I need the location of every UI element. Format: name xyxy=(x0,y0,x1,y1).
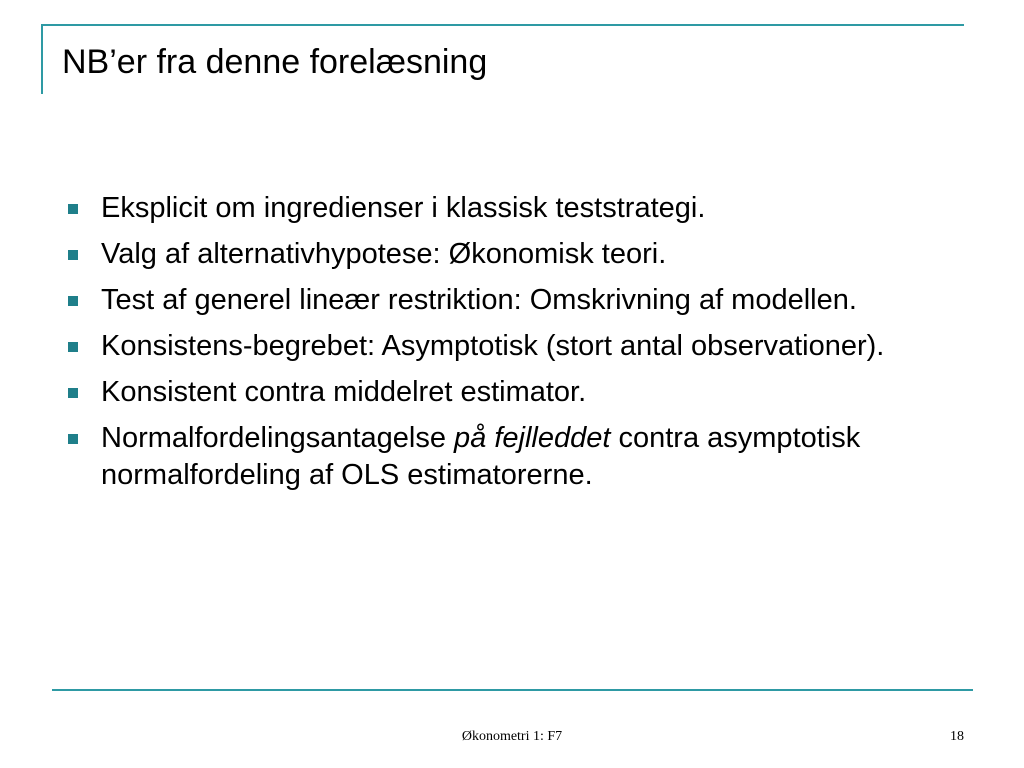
page-number: 18 xyxy=(950,729,964,744)
bullet-text: Konsistent contra middelret estimator. xyxy=(101,376,587,408)
square-bullet-icon xyxy=(68,204,78,214)
footer-course-label: Økonometri 1: F7 xyxy=(461,729,563,744)
bullet-text: Konsistens-begrebet: Asymptotisk (stort antal observationer). xyxy=(101,330,885,362)
bullet-text: Eksplicit om ingredienser i klassisk teststrategi. xyxy=(101,192,706,224)
slide-title: NB’er fra denne forelæsning xyxy=(62,43,488,81)
square-bullet-icon xyxy=(68,296,78,306)
title-accent-horizontal-line xyxy=(41,24,964,26)
square-bullet-icon xyxy=(68,342,78,352)
bullet-text: Valg af alternativhypotese: Økonomisk teori. xyxy=(101,238,667,270)
footer-divider-line xyxy=(52,689,973,691)
bullet-item xyxy=(68,420,968,494)
title-accent-vertical-line xyxy=(41,24,43,94)
bullet-text-emphasis: på fejlleddet xyxy=(454,422,611,454)
square-bullet-icon xyxy=(68,434,78,444)
bullet-item xyxy=(68,236,968,273)
square-bullet-icon xyxy=(68,250,78,260)
bullet-item xyxy=(68,282,968,319)
bullet-text-post: contra asymptotisk normalfordeling af OLS estimatorerne. xyxy=(101,422,861,491)
square-bullet-icon xyxy=(68,388,78,398)
bullet-text-pre: Normalfordelingsantagelse xyxy=(101,422,455,454)
bullet-item xyxy=(68,374,968,411)
bullet-item xyxy=(68,328,968,365)
bullet-text: Test af generel lineær restriktion: Omskrivning af modellen. xyxy=(101,284,857,316)
bullet-list xyxy=(68,190,968,503)
bullet-item xyxy=(68,190,968,227)
